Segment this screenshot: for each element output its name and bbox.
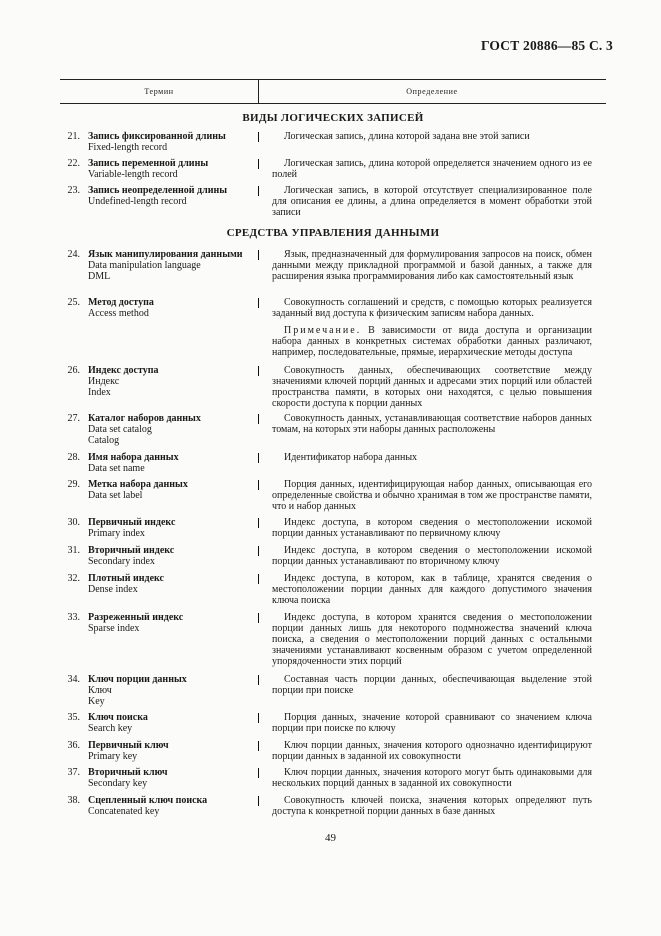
- entry-term: [88, 413, 260, 446]
- entry-definition: Ключ порции данных, значения которого однозначно идентифицируют порции данных в заданной их совокупности: [272, 740, 592, 762]
- term-english: Dense index: [88, 584, 138, 595]
- term-marker-bar: [258, 574, 259, 584]
- page-number: 49: [325, 832, 336, 844]
- entry-term: [88, 795, 260, 817]
- term-english: Secondary key: [88, 778, 148, 789]
- entry-definition: Идентификатор набора данных: [284, 452, 418, 463]
- entry-definition: Порция данных, значение которой сравнивают со значением ключа порции при поиске по ключу: [272, 712, 592, 734]
- term-marker-bar: [258, 250, 259, 260]
- term-english: Index: [88, 387, 111, 398]
- entry-number: 34.: [67, 674, 80, 685]
- entry-number: 24.: [67, 249, 80, 260]
- term-russian: Индекс доступа: [88, 365, 159, 376]
- term-english: Fixed-length record: [88, 142, 168, 153]
- term-russian: Разреженный индекс: [88, 612, 184, 623]
- term-marker-bar: [258, 366, 259, 376]
- term-marker-bar: [258, 453, 259, 463]
- entry-term: [88, 674, 260, 707]
- section-title: СРЕДСТВА УПРАВЛЕНИЯ ДАННЫМИ: [226, 227, 440, 239]
- entry-term: [88, 452, 260, 474]
- entry-number: 30.: [67, 517, 80, 528]
- entry-number: 33.: [67, 612, 80, 623]
- entry-definition: Порция данных, идентифицирующая набор данных, описывающая его определенные свойства и обычно хранимая в том же пространстве памяти, что и набор данных: [272, 479, 592, 512]
- term-russian: Плотный индекс: [88, 573, 164, 584]
- column-header-term: Термин: [144, 87, 174, 96]
- entry-definition: Совокупность данных, устанавливающая соответствие наборов данных томам, на которых эти наборы данных расположены: [272, 413, 592, 435]
- term-english: Primary key: [88, 751, 138, 762]
- entry-term: [88, 365, 260, 398]
- entry-term: [88, 158, 260, 180]
- term-english: Primary index: [88, 528, 145, 539]
- entry-number: 25.: [67, 297, 80, 308]
- term-russian: Метод доступа: [88, 297, 154, 308]
- entry-number: 22.: [67, 158, 80, 169]
- entry-definition: Совокупность данных, обеспечивающих соответствие между значениями ключей порций данных и адресами этих порций или областей пространства памяти, в которых они находятся, с целью повышения скорости доступа к порции данных: [272, 365, 592, 409]
- term-english: Undefined-length record: [88, 196, 187, 207]
- term-english: Secondary index: [88, 556, 155, 567]
- entry-definition: Составная часть порции данных, обеспечивающая выделение этой порции при поиске: [272, 674, 592, 696]
- entry-number: 37.: [67, 767, 80, 778]
- term-russian: Язык манипулирования данными: [88, 249, 243, 260]
- term-english: Key: [88, 696, 105, 707]
- term-marker-bar: [258, 675, 259, 685]
- term-marker-bar: [258, 546, 259, 556]
- term-marker-bar: [258, 186, 259, 196]
- section-title: ВИДЫ ЛОГИЧЕСКИХ ЗАПИСЕЙ: [242, 112, 424, 124]
- term-marker-bar: [258, 768, 259, 778]
- entry-number: 29.: [67, 479, 80, 490]
- term-english-short: Catalog: [88, 435, 120, 446]
- term-english: Concatenated key: [88, 806, 160, 817]
- entry-term: [88, 249, 260, 282]
- page-header: ГОСТ 20886—85 С. 3: [480, 38, 613, 53]
- entry-number: 31.: [67, 545, 80, 556]
- term-marker-bar: [258, 741, 259, 751]
- term-synonym: Ключ: [88, 685, 112, 696]
- entry-term: [88, 479, 260, 501]
- entry-number: 26.: [67, 365, 80, 376]
- column-header-definition: Определение: [406, 87, 458, 96]
- entry-definition: Индекс доступа, в котором хранятся сведения о местоположении порции данных лишь для некоторого подмножества значений ключа поиска, а сведения о местоположении порций данных с остальными значениями устанавливают косвенным образом с учетом определенной упорядоченности этих порций: [272, 612, 592, 667]
- entry-number: 28.: [67, 452, 80, 463]
- term-marker-bar: [258, 796, 259, 806]
- term-marker-bar: [258, 414, 259, 424]
- term-russian: Первичный ключ: [88, 740, 169, 751]
- term-english: Sparse index: [88, 623, 140, 634]
- term-russian: Метка набора данных: [88, 479, 188, 490]
- note-label: Примечание.: [284, 325, 362, 336]
- entry-term: [88, 573, 260, 595]
- term-marker-bar: [258, 159, 259, 169]
- entry-term: [88, 131, 260, 153]
- entry-definition: Индекс доступа, в котором, как в таблице, хранятся сведения о местоположении порции данных для каждого допустимого значения ключа поиска: [272, 573, 592, 606]
- entry-definition: Язык, предназначенный для формулирования запросов на поиск, обмен данными между прикладной программой и базой данных, а также для расширения языка программирования либо как самостоятельный язык: [272, 249, 592, 282]
- entry-number: 27.: [67, 413, 80, 424]
- entry-definition: Индекс доступа, в котором сведения о местоположении искомой порции данных устанавливают по вторичному ключу: [272, 545, 592, 567]
- entry-number: 36.: [67, 740, 80, 751]
- entry-number: 38.: [67, 795, 80, 806]
- entry-term: [88, 712, 260, 734]
- table-column-header: [60, 79, 606, 104]
- entry-term: [88, 740, 260, 762]
- term-abbreviation: DML: [88, 271, 111, 282]
- entry-definition: Ключ порции данных, значения которого могут быть одинаковыми для нескольких порций данных в заданной их совокупности: [272, 767, 592, 789]
- entry-term: [88, 297, 260, 319]
- term-english: Search key: [88, 723, 133, 734]
- term-english: Data set label: [88, 490, 143, 501]
- term-english: Data set name: [88, 463, 145, 474]
- term-russian: Каталог наборов данных: [88, 413, 201, 424]
- term-russian: Запись переменной длины: [88, 158, 209, 169]
- term-marker-bar: [258, 132, 259, 142]
- term-marker-bar: [258, 713, 259, 723]
- term-english: Data set catalog: [88, 424, 152, 435]
- term-english: Data manipulation language: [88, 260, 201, 271]
- term-russian: Имя набора данных: [88, 452, 179, 463]
- entry-term: [88, 767, 260, 789]
- entry-definition: Логическая запись, в которой отсутствует специализированное поле для описания ее длины, а длина определяется в момент обработки этой записи: [272, 185, 592, 218]
- term-russian: Ключ порции данных: [88, 674, 187, 685]
- term-russian: Ключ поиска: [88, 712, 148, 723]
- term-russian: Вторичный ключ: [88, 767, 168, 778]
- entry-number: 35.: [67, 712, 80, 723]
- entry-term: [88, 612, 260, 634]
- term-english: Access method: [88, 308, 149, 319]
- term-russian: Первичный индекс: [88, 517, 176, 528]
- entry-term: [88, 517, 260, 539]
- entry-definition: Индекс доступа, в котором сведения о местоположении искомой порции данных устанавливают по первичному ключу: [272, 517, 592, 539]
- entry-definition: Логическая запись, длина которой определяется значением одного из ее полей: [272, 158, 592, 180]
- entry-term: [88, 545, 260, 567]
- term-marker-bar: [258, 518, 259, 528]
- term-russian: Сцепленный ключ поиска: [88, 795, 208, 806]
- entry-definition: Совокупность ключей поиска, значения которых определяют путь доступа к конкретной порции данных в базе данных: [272, 795, 592, 817]
- term-marker-bar: [258, 613, 259, 623]
- note-text: В зависимости от вида доступа и организации набора данных в конкретных системах обработки данных различают, например, последовательные, прямые, иерархические методы доступа: [272, 325, 592, 358]
- entry-note: [272, 325, 592, 358]
- term-marker-bar: [258, 480, 259, 490]
- entry-definition: Логическая запись, длина которой задана вне этой записи: [284, 131, 530, 142]
- term-english: Variable-length record: [88, 169, 178, 180]
- term-russian: Запись неопределенной длины: [88, 185, 228, 196]
- term-marker-bar: [258, 298, 259, 308]
- entry-number: 23.: [67, 185, 80, 196]
- entry-number: 32.: [67, 573, 80, 584]
- term-synonym: Индекс: [88, 376, 120, 387]
- entry-definition: Совокупность соглашений и средств, с помощью которых реализуется заданный вид доступа к физическим записям набора данных. Примечание. В зависимости от вида доступа и организации набора данных в конкретных системах обработки данных различают, например, последовательные, прямые, иерархические методы доступа: [272, 297, 592, 358]
- entry-term: [88, 185, 260, 207]
- entry-number: 21.: [67, 131, 80, 142]
- term-russian: Вторичный индекс: [88, 545, 175, 556]
- term-russian: Запись фиксированной длины: [88, 131, 226, 142]
